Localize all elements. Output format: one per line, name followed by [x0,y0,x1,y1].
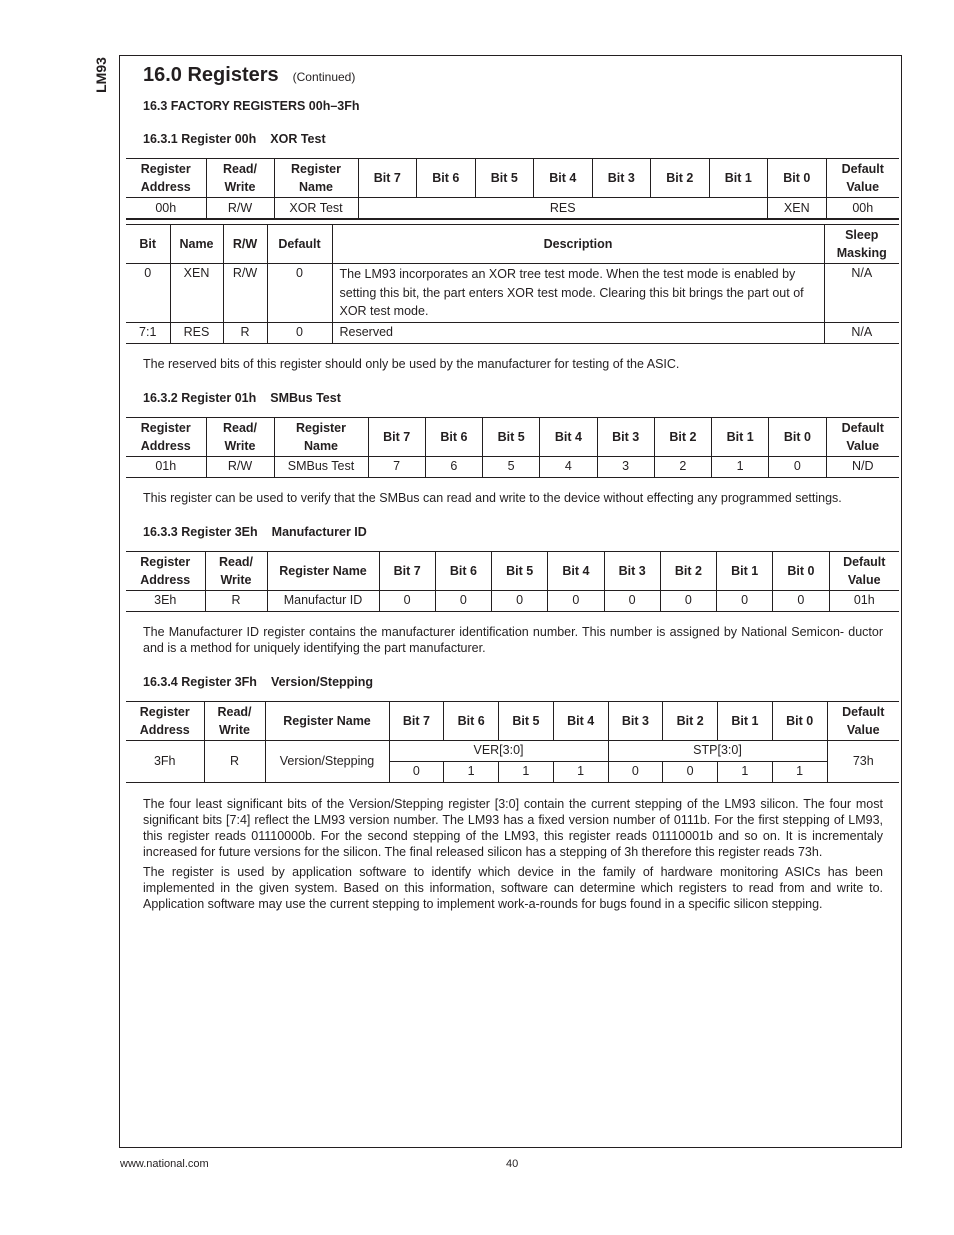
page-content [126,64,899,912]
cell-bit4: 4 [540,456,597,477]
table-row [126,590,899,611]
reg3e-note: The Manufacturer ID register contains the manufacturer identification number. This number is assigned by National Semicon- ductor and is a method for uniquely identifying the part manufacturer. [143,624,883,655]
col-bit5: Bit 5 [475,159,534,198]
col-name: Name [170,225,223,264]
col-bit0: Bit 0 [768,159,827,198]
col-bit4: Bit 4 [553,701,608,740]
col-register-address: Register Address [140,420,191,453]
cell-default: 0 [267,264,332,323]
continued-label: (Continued) [292,70,356,84]
cell-sleep: N/A [824,264,899,323]
cell-address: 3Eh [154,593,177,607]
col-bit1: Bit 1 [712,417,769,456]
page-title: 16.0 Registers [143,64,279,86]
reg01-table [126,417,899,478]
cell-name: XEN [170,264,223,323]
col-read-write: Read/ Write [205,551,267,590]
col-read-write: Read/ Write [206,417,274,456]
cell-bit6: 1 [444,761,499,782]
cell-name: RES [170,322,223,343]
cell-stp-group: STP[3:0] [608,740,827,761]
cell-name: SMBus Test [274,456,368,477]
cell-default: 00h [826,198,899,219]
table-row [126,740,899,761]
cell-address: 3Fh [153,753,176,768]
reg00-heading [143,132,899,146]
col-default-value: Default Value [826,417,899,456]
cell-res-bits: RES [358,198,768,219]
col-bit4: Bit 4 [534,159,593,198]
col-bit1: Bit 1 [718,701,773,740]
cell-ver-group: VER[3:0] [389,740,608,761]
cell-bit6: 0 [435,590,491,611]
reg01-header-row [126,417,899,456]
col-bit6: Bit 6 [417,159,476,198]
col-bit0: Bit 0 [773,551,829,590]
col-bit2: Bit 2 [651,159,710,198]
cell-rw: R/W [223,264,267,323]
col-register-address: Register Address [140,162,191,194]
cell-bit2: 2 [654,456,711,477]
cell-default: 73h [827,740,899,782]
cell-rw: R [205,590,267,611]
col-register-address: Register Address [139,704,190,737]
cell-bit0: 0 [773,590,829,611]
cell-bit7: 0 [389,761,444,782]
cell-sleep: N/A [824,322,899,343]
col-bit5: Bit 5 [492,551,548,590]
reg00-desc-header-row [126,225,899,264]
cell-bit4: 0 [548,590,604,611]
reg00-description-table [126,224,899,344]
col-bit5: Bit 5 [483,417,540,456]
col-bit6: Bit 6 [435,551,491,590]
table-row [126,322,899,343]
col-bit3: Bit 3 [604,551,660,590]
col-bit1: Bit 1 [717,551,773,590]
col-bit7: Bit 7 [389,701,444,740]
reg00-note: The reserved bits of this register should only be used by the manufacturer for testing of the ASIC. [143,356,680,371]
cell-bit0: 1 [772,761,827,782]
reg3f-heading [143,675,899,689]
col-read-write: Read/ Write [206,159,274,198]
cell-bit5: 0 [492,590,548,611]
cell-name: Manufactur ID [267,590,379,611]
reg3e-heading [143,525,899,539]
cell-default: 0 [267,322,332,343]
cell-name: Version/Stepping [265,740,389,782]
cell-bit7: 0 [379,590,435,611]
cell-rw: R/W [206,456,274,477]
col-bit7: Bit 7 [368,417,425,456]
col-bit7: Bit 7 [379,551,435,590]
col-bit3: Bit 3 [608,701,663,740]
cell-rw: R [223,322,267,343]
cell-bit7: 7 [368,456,425,477]
col-bit4: Bit 4 [548,551,604,590]
col-default-value: Default Value [827,701,899,740]
cell-address: 00h [155,200,177,215]
col-register-name: Register Name [274,159,358,198]
col-register-name: Register Name [274,417,368,456]
col-register-name: Register Name [267,551,379,590]
reg3e-heading-num: 16.3.3 Register 3Eh [143,524,258,539]
cell-rw: R [204,740,265,782]
col-read-write: Read/ Write [204,701,265,740]
cell-default: N/D [826,456,899,477]
footer-page-number: 40 [506,1158,519,1170]
col-default: Default [267,225,332,264]
col-bit3: Bit 3 [597,417,654,456]
section-title: 16.3 FACTORY REGISTERS 00h–3Fh [143,99,360,113]
col-bit3: Bit 3 [592,159,651,198]
col-rw: R/W [223,225,267,264]
reg3f-paragraph-1: The four least significant bits of the Version/Stepping register [3:0] contain the current stepping of the LM93 silicon. The four most significant bits [7:4] reflect the LM93 version number. The LM93 has a fixed version number of 0111b. For the first stepping of LM93, this register reads 01110000b. For the second stepping of the LM93, this register reads 01110001b and so on. It is incrementaly increased for future versions for the silicon. The final released silicon has a stepping of 3h therefore this register reads 73h. [143,796,883,859]
reg3f-table [126,701,899,783]
col-default-value: Default Value [829,551,899,590]
reg01-heading [143,391,899,405]
col-bit7: Bit 7 [358,159,417,198]
reg00-header-row [126,159,899,198]
reg3f-heading-name: Version/Stepping [270,674,374,689]
cell-bit3: 3 [597,456,654,477]
cell-address: 01h [155,459,177,473]
reg3f-heading-num: 16.3.4 Register 3Fh [143,674,257,689]
col-bit0: Bit 0 [772,701,827,740]
cell-bit: 0 [144,266,152,280]
col-register-name: Register Name [265,701,389,740]
cell-bit4: 1 [553,761,608,782]
cell-bit1: 0 [717,590,773,611]
reg3e-table [126,551,899,612]
reg3f-paragraph-2: The register is used by application software to identify which device in the family of hardware monitoring ASICs has been implemented in the given system. Based on this information, software can determine which registers to read from and write to. Application software may use the current stepping to implement work-a-rounds for bugs found in a specific silicon stepping. [143,864,883,911]
reg01-heading-num: 16.3.2 Register 01h [143,390,257,405]
cell-bit1: 1 [712,456,769,477]
cell-bit1: 1 [718,761,773,782]
cell-bit0: XEN [768,198,827,219]
cell-bit: 7:1 [139,325,157,339]
col-bit6: Bit 6 [425,417,482,456]
reg00-heading-name: XOR Test [270,132,326,146]
cell-description: The LM93 incorporates an XOR tree test mode. When the test mode is enabled by setting this bit, the part enters XOR test mode. Clearing this bit brings the part out of XOR test mode. [332,264,824,323]
cell-bit5: 1 [499,761,554,782]
col-register-address: Register Address [140,554,191,587]
cell-bit2: 0 [663,761,718,782]
table-row [126,264,899,323]
reg3f-header-row [126,701,899,740]
cell-bit5: 5 [483,456,540,477]
col-bit1: Bit 1 [709,159,768,198]
footer-website: www.national.com [120,1158,209,1170]
side-part-label: LM93 [92,57,109,93]
col-bit: Bit [139,237,157,251]
col-bit5: Bit 5 [499,701,554,740]
col-bit2: Bit 2 [663,701,718,740]
col-description: Description [332,225,824,264]
reg01-heading-name: SMBus Test [270,390,341,405]
reg3e-header-row [126,551,899,590]
cell-default: 01h [829,590,899,611]
cell-bit6: 6 [425,456,482,477]
col-bit0: Bit 0 [769,417,826,456]
table-row [126,456,899,477]
cell-bit2: 0 [660,590,716,611]
cell-name: XOR Test [274,198,358,219]
col-bit4: Bit 4 [540,417,597,456]
reg00-heading-num: 16.3.1 Register 00h [143,132,257,146]
col-bit2: Bit 2 [660,551,716,590]
table-row [126,198,899,219]
reg01-note: This register can be used to verify that the SMBus can read and write to the device without effecting any programmed settings. [143,490,842,505]
col-sleep-masking: Sleep Masking [824,225,899,264]
col-default-value: Default Value [826,159,899,198]
cell-bit3: 0 [608,761,663,782]
col-bit2: Bit 2 [654,417,711,456]
cell-rw: R/W [206,198,274,219]
page-header [143,64,899,90]
cell-bit3: 0 [604,590,660,611]
reg3e-heading-name: Manufacturer ID [271,524,367,539]
col-bit6: Bit 6 [444,701,499,740]
reg00-table [126,158,899,219]
cell-bit0: 0 [769,456,826,477]
cell-description: Reserved [332,322,824,343]
